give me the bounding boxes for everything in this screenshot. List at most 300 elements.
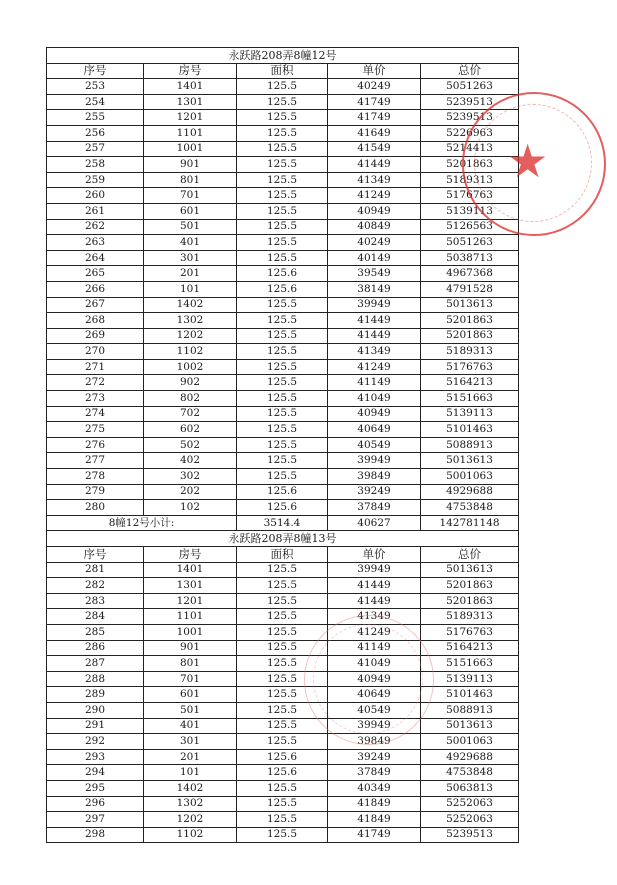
table-cell: 125.5 xyxy=(237,718,328,734)
table-row xyxy=(47,437,519,453)
table-cell: 292 xyxy=(47,734,144,750)
table-cell: 41749 xyxy=(328,827,421,843)
column-header: 单价 xyxy=(328,63,421,79)
table-cell: 125.5 xyxy=(237,375,328,391)
table-row xyxy=(47,250,519,266)
table-cell: 101 xyxy=(144,281,237,297)
table-row xyxy=(47,281,519,297)
table-cell: 41349 xyxy=(328,172,421,188)
table-cell: 5239513 xyxy=(421,827,519,843)
table-cell: 41049 xyxy=(328,391,421,407)
table-cell: 5201863 xyxy=(421,578,519,594)
table-cell: 5189313 xyxy=(421,609,519,625)
table-cell: 269 xyxy=(47,328,144,344)
block-title: 永跃路208弄8幢13号 xyxy=(47,531,519,547)
table-row xyxy=(47,406,519,422)
table-cell: 276 xyxy=(47,437,144,453)
table-cell: 301 xyxy=(144,734,237,750)
table-cell: 5189313 xyxy=(421,344,519,360)
table-cell: 5201863 xyxy=(421,593,519,609)
table-cell: 802 xyxy=(144,391,237,407)
table-row xyxy=(47,812,519,828)
table-cell: 125.5 xyxy=(237,437,328,453)
table-cell: 37849 xyxy=(328,765,421,781)
table-cell: 125.5 xyxy=(237,453,328,469)
table-cell: 4929688 xyxy=(421,749,519,765)
table-cell: 41249 xyxy=(328,359,421,375)
table-cell: 41849 xyxy=(328,796,421,812)
table-cell: 125.5 xyxy=(237,188,328,204)
table-cell: 1001 xyxy=(144,624,237,640)
table-row xyxy=(47,297,519,313)
table-cell: 402 xyxy=(144,453,237,469)
table-cell: 40949 xyxy=(328,671,421,687)
table-cell: 702 xyxy=(144,406,237,422)
table-cell: 279 xyxy=(47,484,144,500)
table-cell: 5226963 xyxy=(421,125,519,141)
table-cell: 125.5 xyxy=(237,110,328,126)
table-cell: 5038713 xyxy=(421,250,519,266)
subtotal-total: 142781148 xyxy=(421,515,519,531)
column-header: 单价 xyxy=(328,547,421,563)
table-cell: 601 xyxy=(144,203,237,219)
table-cell: 257 xyxy=(47,141,144,157)
table-cell: 41749 xyxy=(328,94,421,110)
table-row xyxy=(47,110,519,126)
table-row xyxy=(47,391,519,407)
table-row xyxy=(47,219,519,235)
table-row xyxy=(47,827,519,843)
table-cell: 41149 xyxy=(328,640,421,656)
table-cell: 40249 xyxy=(328,235,421,251)
table-cell: 5013613 xyxy=(421,718,519,734)
table-row xyxy=(47,141,519,157)
table-cell: 255 xyxy=(47,110,144,126)
header-row xyxy=(47,547,519,563)
table-cell: 5239513 xyxy=(421,110,519,126)
table-cell: 1102 xyxy=(144,827,237,843)
table-cell: 125.5 xyxy=(237,313,328,329)
table-cell: 267 xyxy=(47,297,144,313)
table-cell: 125.5 xyxy=(237,687,328,703)
table-cell: 41449 xyxy=(328,313,421,329)
table-cell: 5201863 xyxy=(421,328,519,344)
table-cell: 264 xyxy=(47,250,144,266)
table-cell: 125.5 xyxy=(237,125,328,141)
table-cell: 501 xyxy=(144,219,237,235)
table-cell: 125.5 xyxy=(237,203,328,219)
table-cell: 4753848 xyxy=(421,500,519,516)
table-cell: 41549 xyxy=(328,141,421,157)
table-row xyxy=(47,780,519,796)
table-cell: 125.5 xyxy=(237,734,328,750)
table-cell: 125.5 xyxy=(237,406,328,422)
table-cell: 125.6 xyxy=(237,484,328,500)
table-row xyxy=(47,640,519,656)
table-row xyxy=(47,313,519,329)
table-cell: 125.5 xyxy=(237,656,328,672)
table-row xyxy=(47,157,519,173)
table-cell: 102 xyxy=(144,500,237,516)
table-cell: 39949 xyxy=(328,562,421,578)
table-cell: 1301 xyxy=(144,94,237,110)
column-header: 序号 xyxy=(47,63,144,79)
table-cell: 1201 xyxy=(144,593,237,609)
table-cell: 125.5 xyxy=(237,780,328,796)
table-row xyxy=(47,702,519,718)
table-cell: 1101 xyxy=(144,125,237,141)
table-cell: 40649 xyxy=(328,687,421,703)
table-cell: 41749 xyxy=(328,110,421,126)
table-cell: 253 xyxy=(47,79,144,95)
table-cell: 125.5 xyxy=(237,593,328,609)
table-cell: 288 xyxy=(47,671,144,687)
table-row xyxy=(47,453,519,469)
table-cell: 289 xyxy=(47,687,144,703)
table-cell: 5088913 xyxy=(421,437,519,453)
block-title: 永跃路208弄8幢12号 xyxy=(47,48,519,64)
table-cell: 5001063 xyxy=(421,734,519,750)
table-cell: 263 xyxy=(47,235,144,251)
table-cell: 125.5 xyxy=(237,235,328,251)
subtotal-unit-price: 40627 xyxy=(328,515,421,531)
table-cell: 5139113 xyxy=(421,203,519,219)
table-cell: 285 xyxy=(47,624,144,640)
table-cell: 1302 xyxy=(144,796,237,812)
table-cell: 1101 xyxy=(144,609,237,625)
table-cell: 282 xyxy=(47,578,144,594)
table-cell: 5013613 xyxy=(421,562,519,578)
table-cell: 1202 xyxy=(144,812,237,828)
table-cell: 5051263 xyxy=(421,235,519,251)
table-cell: 125.5 xyxy=(237,812,328,828)
subtotal-area: 3514.4 xyxy=(237,515,328,531)
table-cell: 41649 xyxy=(328,125,421,141)
subtotal-row xyxy=(47,515,519,531)
block-title-row xyxy=(47,48,519,64)
table-cell: 1402 xyxy=(144,780,237,796)
table-cell: 5001063 xyxy=(421,469,519,485)
column-header: 房号 xyxy=(144,547,237,563)
table-cell: 125.5 xyxy=(237,562,328,578)
table-cell: 302 xyxy=(144,469,237,485)
table-cell: 5252063 xyxy=(421,796,519,812)
table-cell: 5101463 xyxy=(421,422,519,438)
table-row xyxy=(47,344,519,360)
header-row xyxy=(47,63,519,79)
table-cell: 260 xyxy=(47,188,144,204)
table-cell: 40949 xyxy=(328,406,421,422)
table-cell: 261 xyxy=(47,203,144,219)
table-cell: 39249 xyxy=(328,749,421,765)
table-cell: 125.5 xyxy=(237,141,328,157)
table-cell: 295 xyxy=(47,780,144,796)
table-cell: 40349 xyxy=(328,780,421,796)
table-cell: 256 xyxy=(47,125,144,141)
table-cell: 1001 xyxy=(144,141,237,157)
table-cell: 39849 xyxy=(328,734,421,750)
table-cell: 286 xyxy=(47,640,144,656)
table-cell: 1102 xyxy=(144,344,237,360)
table-cell: 281 xyxy=(47,562,144,578)
table-cell: 296 xyxy=(47,796,144,812)
table-cell: 125.6 xyxy=(237,765,328,781)
table-row xyxy=(47,578,519,594)
table-cell: 284 xyxy=(47,609,144,625)
table-cell: 1402 xyxy=(144,297,237,313)
table-cell: 301 xyxy=(144,250,237,266)
table-cell: 41149 xyxy=(328,375,421,391)
table-cell: 40849 xyxy=(328,219,421,235)
table-cell: 297 xyxy=(47,812,144,828)
table-cell: 801 xyxy=(144,172,237,188)
table-row xyxy=(47,734,519,750)
table-cell: 5139113 xyxy=(421,406,519,422)
table-row xyxy=(47,687,519,703)
subtotal-label: 8幢12号小计: xyxy=(47,515,237,531)
table-cell: 5164213 xyxy=(421,640,519,656)
table-row xyxy=(47,375,519,391)
table-cell: 39849 xyxy=(328,469,421,485)
table-row xyxy=(47,422,519,438)
table-cell: 125.6 xyxy=(237,500,328,516)
table-cell: 41049 xyxy=(328,656,421,672)
table-cell: 701 xyxy=(144,671,237,687)
table-cell: 701 xyxy=(144,188,237,204)
table-cell: 4791528 xyxy=(421,281,519,297)
table-row xyxy=(47,94,519,110)
table-cell: 5201863 xyxy=(421,313,519,329)
table-cell: 125.6 xyxy=(237,281,328,297)
table-cell: 125.6 xyxy=(237,266,328,282)
table-cell: 401 xyxy=(144,235,237,251)
column-header: 面积 xyxy=(237,547,328,563)
table-cell: 901 xyxy=(144,157,237,173)
table-cell: 5176763 xyxy=(421,359,519,375)
table-cell: 41249 xyxy=(328,624,421,640)
table-cell: 270 xyxy=(47,344,144,360)
table-cell: 125.5 xyxy=(237,219,328,235)
table-cell: 1302 xyxy=(144,313,237,329)
table-cell: 258 xyxy=(47,157,144,173)
table-row xyxy=(47,796,519,812)
column-header: 房号 xyxy=(144,63,237,79)
table-cell: 5101463 xyxy=(421,687,519,703)
table-cell: 39949 xyxy=(328,297,421,313)
table-cell: 40249 xyxy=(328,79,421,95)
table-cell: 41449 xyxy=(328,328,421,344)
table-cell: 291 xyxy=(47,718,144,734)
table-cell: 278 xyxy=(47,469,144,485)
table-cell: 298 xyxy=(47,827,144,843)
table-cell: 5176763 xyxy=(421,624,519,640)
table-row xyxy=(47,79,519,95)
table-cell: 5063813 xyxy=(421,780,519,796)
table-cell: 125.5 xyxy=(237,702,328,718)
table-cell: 4967368 xyxy=(421,266,519,282)
table-cell: 125.5 xyxy=(237,391,328,407)
table-cell: 125.5 xyxy=(237,79,328,95)
table-row xyxy=(47,749,519,765)
column-header: 总价 xyxy=(421,63,519,79)
table-row xyxy=(47,328,519,344)
table-cell: 125.5 xyxy=(237,250,328,266)
table-cell: 39549 xyxy=(328,266,421,282)
table-cell: 902 xyxy=(144,375,237,391)
table-cell: 125.5 xyxy=(237,297,328,313)
table-row xyxy=(47,624,519,640)
table-row xyxy=(47,266,519,282)
table-cell: 40549 xyxy=(328,702,421,718)
table-cell: 254 xyxy=(47,94,144,110)
table-cell: 201 xyxy=(144,266,237,282)
table-cell: 1401 xyxy=(144,562,237,578)
table-cell: 40649 xyxy=(328,422,421,438)
table-cell: 125.5 xyxy=(237,422,328,438)
column-header: 面积 xyxy=(237,63,328,79)
table-cell: 125.5 xyxy=(237,328,328,344)
table-cell: 101 xyxy=(144,765,237,781)
table-cell: 125.5 xyxy=(237,624,328,640)
table-row xyxy=(47,609,519,625)
table-cell: 4929688 xyxy=(421,484,519,500)
table-cell: 5088913 xyxy=(421,702,519,718)
table-cell: 274 xyxy=(47,406,144,422)
table-cell: 5176763 xyxy=(421,188,519,204)
table-cell: 5013613 xyxy=(421,453,519,469)
table-cell: 1201 xyxy=(144,110,237,126)
table-cell: 125.5 xyxy=(237,640,328,656)
table-cell: 275 xyxy=(47,422,144,438)
table-cell: 39949 xyxy=(328,718,421,734)
table-cell: 37849 xyxy=(328,500,421,516)
table-cell: 502 xyxy=(144,437,237,453)
table-cell: 5201863 xyxy=(421,157,519,173)
table-cell: 5151663 xyxy=(421,656,519,672)
table-cell: 283 xyxy=(47,593,144,609)
table-cell: 41449 xyxy=(328,593,421,609)
table-cell: 272 xyxy=(47,375,144,391)
table-cell: 125.5 xyxy=(237,94,328,110)
table-row xyxy=(47,359,519,375)
table-cell: 5151663 xyxy=(421,391,519,407)
table-cell: 287 xyxy=(47,656,144,672)
column-header: 序号 xyxy=(47,547,144,563)
table-cell: 601 xyxy=(144,687,237,703)
table-row xyxy=(47,656,519,672)
table-cell: 201 xyxy=(144,749,237,765)
table-row xyxy=(47,671,519,687)
table-cell: 901 xyxy=(144,640,237,656)
table-cell: 5252063 xyxy=(421,812,519,828)
table-cell: 5051263 xyxy=(421,79,519,95)
table-cell: 125.5 xyxy=(237,827,328,843)
table-cell: 5013613 xyxy=(421,297,519,313)
table-cell: 273 xyxy=(47,391,144,407)
table-cell: 41349 xyxy=(328,609,421,625)
table-cell: 40549 xyxy=(328,437,421,453)
table-cell: 5214413 xyxy=(421,141,519,157)
table-cell: 266 xyxy=(47,281,144,297)
table-cell: 4753848 xyxy=(421,765,519,781)
table-cell: 401 xyxy=(144,718,237,734)
star-icon: ★ xyxy=(507,134,549,188)
table-cell: 5139113 xyxy=(421,671,519,687)
table-cell: 202 xyxy=(144,484,237,500)
table-cell: 41849 xyxy=(328,812,421,828)
table-cell: 293 xyxy=(47,749,144,765)
table-cell: 125.5 xyxy=(237,796,328,812)
table-row xyxy=(47,469,519,485)
table-cell: 125.5 xyxy=(237,344,328,360)
table-cell: 125.5 xyxy=(237,609,328,625)
table-cell: 40149 xyxy=(328,250,421,266)
table-cell: 265 xyxy=(47,266,144,282)
table-cell: 125.5 xyxy=(237,157,328,173)
table-row xyxy=(47,593,519,609)
table-cell: 262 xyxy=(47,219,144,235)
table-cell: 1002 xyxy=(144,359,237,375)
table-cell: 271 xyxy=(47,359,144,375)
table-cell: 1301 xyxy=(144,578,237,594)
table-cell: 602 xyxy=(144,422,237,438)
column-header: 总价 xyxy=(421,547,519,563)
table-cell: 125.5 xyxy=(237,671,328,687)
table-cell: 5126563 xyxy=(421,219,519,235)
table-row xyxy=(47,765,519,781)
table-cell: 125.5 xyxy=(237,172,328,188)
table-row xyxy=(47,718,519,734)
table-cell: 41449 xyxy=(328,157,421,173)
table-cell: 1401 xyxy=(144,79,237,95)
table-cell: 39249 xyxy=(328,484,421,500)
price-table xyxy=(46,47,519,843)
table-cell: 5239513 xyxy=(421,94,519,110)
table-cell: 125.5 xyxy=(237,578,328,594)
table-cell: 39949 xyxy=(328,453,421,469)
table-cell: 294 xyxy=(47,765,144,781)
block-title-row xyxy=(47,531,519,547)
table-row xyxy=(47,562,519,578)
table-row xyxy=(47,235,519,251)
table-cell: 41449 xyxy=(328,578,421,594)
table-cell: 259 xyxy=(47,172,144,188)
table-row xyxy=(47,172,519,188)
price-sheet xyxy=(46,47,518,843)
table-row xyxy=(47,203,519,219)
table-cell: 41349 xyxy=(328,344,421,360)
table-cell: 125.6 xyxy=(237,749,328,765)
table-cell: 801 xyxy=(144,656,237,672)
table-cell: 41249 xyxy=(328,188,421,204)
table-row xyxy=(47,500,519,516)
table-cell: 5189313 xyxy=(421,172,519,188)
table-cell: 280 xyxy=(47,500,144,516)
table-cell: 125.5 xyxy=(237,359,328,375)
table-cell: 38149 xyxy=(328,281,421,297)
table-row xyxy=(47,188,519,204)
table-cell: 277 xyxy=(47,453,144,469)
table-cell: 40949 xyxy=(328,203,421,219)
table-cell: 501 xyxy=(144,702,237,718)
table-cell: 290 xyxy=(47,702,144,718)
table-cell: 1202 xyxy=(144,328,237,344)
table-cell: 5164213 xyxy=(421,375,519,391)
table-row xyxy=(47,484,519,500)
table-cell: 268 xyxy=(47,313,144,329)
table-row xyxy=(47,125,519,141)
table-cell: 125.5 xyxy=(237,469,328,485)
